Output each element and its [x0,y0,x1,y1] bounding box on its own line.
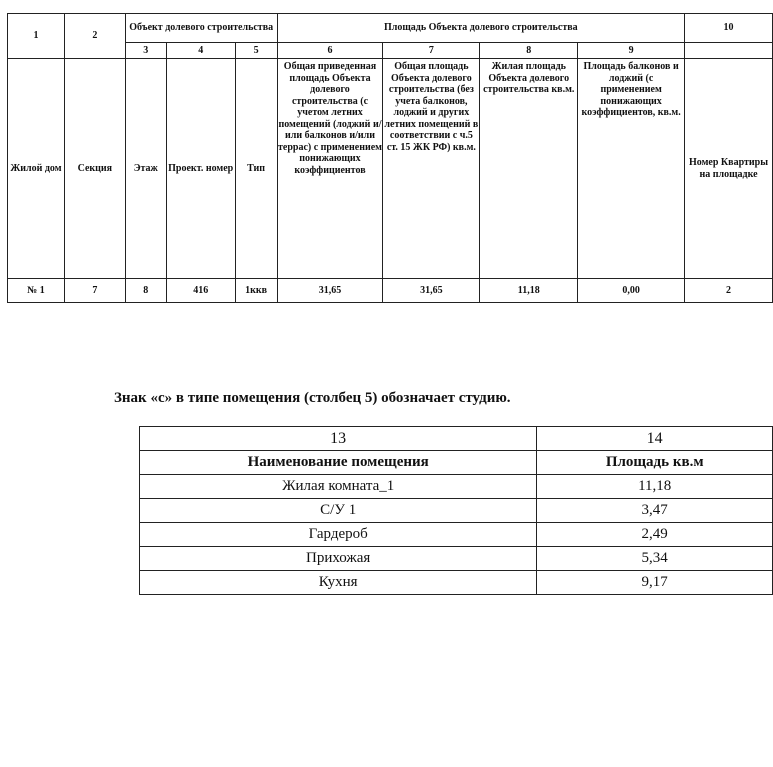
table-row [140,523,773,547]
header-balcony-area: Площадь балконов и лоджий (с применением понижающих коэффициентов, кв.м. [578,59,685,279]
cell-floor: 8 [125,279,166,303]
col-num-1: 1 [8,14,65,59]
cell-section: 7 [64,279,125,303]
room-area: 5,34 [537,547,773,571]
group-header-object: Объект долевого строительства [125,14,277,43]
room-area: 3,47 [537,499,773,523]
col-num-14: 14 [537,427,773,451]
col-num-9: 9 [578,43,685,59]
room-area: 2,49 [537,523,773,547]
room-name: С/У 1 [140,499,537,523]
table-row [140,475,773,499]
apartment-details-table [7,13,773,303]
header-section: Секция [64,59,125,279]
cell-type: 1ккв [235,279,277,303]
header-living-area: Жилая площадь Объекта долевого строительства кв.м. [480,59,578,279]
header-house: Жилой дом [8,59,65,279]
table-row [140,547,773,571]
cell-apartment-number: 2 [685,279,773,303]
col-num-10: 10 [685,14,773,43]
header-project-number: Проект. номер [166,59,235,279]
col-num-13: 13 [140,427,537,451]
cell-project-number: 416 [166,279,235,303]
group-header-area: Площадь Объекта долевого строительства [277,14,685,43]
cell-house: № 1 [8,279,65,303]
col-num-4: 4 [166,43,235,59]
header-room-area: Площадь кв.м [537,451,773,475]
header-room-name: Наименование помещения [140,451,537,475]
table-row [140,571,773,595]
col-num-10-blank [685,43,773,59]
col-num-2: 2 [64,14,125,59]
room-area: 11,18 [537,475,773,499]
col-num-7: 7 [383,43,480,59]
cell-reduced-area: 31,65 [277,279,383,303]
rooms-table [139,426,773,595]
col-num-8: 8 [480,43,578,59]
table-row [140,499,773,523]
room-area: 9,17 [537,571,773,595]
header-type: Тип [235,59,277,279]
col-num-6: 6 [277,43,383,59]
cell-balcony-area: 0,00 [578,279,685,303]
col-num-5: 5 [235,43,277,59]
room-name: Кухня [140,571,537,595]
col-num-3: 3 [125,43,166,59]
studio-note: Знак «с» в типе помещения (столбец 5) обозначает студию. [114,390,511,406]
room-name: Прихожая [140,547,537,571]
header-apartment-number: Номер Квартиры на площадке [685,59,773,279]
cell-living-area: 11,18 [480,279,578,303]
room-name: Жилая комната_1 [140,475,537,499]
cell-total-area: 31,65 [383,279,480,303]
header-reduced-area: Общая приведенная площадь Объекта долевого строительства (с учетом летних помещений (лоджий и/или балконов и/или террас) с применением понижающих коэффициентов [277,59,383,279]
header-floor: Этаж [125,59,166,279]
room-name: Гардероб [140,523,537,547]
header-total-area: Общая площадь Объекта долевого строительства (без учета балконов, лоджий и других летних помещений в соответствии с ч.5 ст. 15 ЖК РФ) кв.м. [383,59,480,279]
